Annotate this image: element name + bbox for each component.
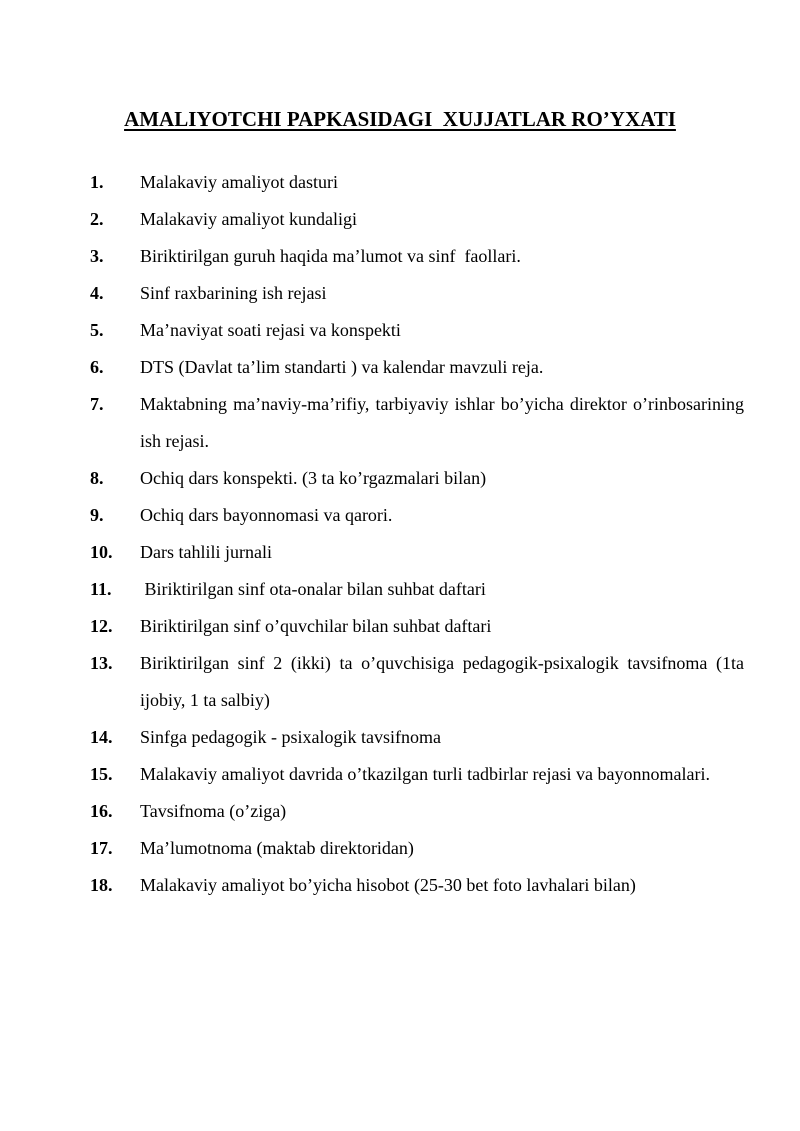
item-number: 18. bbox=[90, 875, 113, 895]
item-number: 6. bbox=[90, 357, 104, 377]
list-item bbox=[90, 719, 744, 756]
item-number: 5. bbox=[90, 320, 104, 340]
item-number: 4. bbox=[90, 283, 104, 303]
list-item bbox=[90, 645, 744, 719]
item-text: Biriktirilgan sinf o’quvchilar bilan suhbat daftari bbox=[140, 616, 492, 636]
list-item bbox=[90, 756, 744, 793]
list-item bbox=[90, 830, 744, 867]
item-number: 13. bbox=[90, 653, 113, 673]
item-number: 9. bbox=[90, 505, 104, 525]
item-text: Biriktirilgan guruh haqida ma’lumot va sinf faollari. bbox=[140, 246, 521, 266]
item-text: Malakaviy amaliyot davrida o’tkazilgan turli tadbirlar rejasi va bayonnomalari. bbox=[140, 764, 710, 784]
list-item bbox=[90, 312, 744, 349]
item-text: Biriktirilgan sinf 2 (ikki) ta o’quvchisiga pedagogik-psixalogik tavsifnoma (1ta ijobiy, 1 ta salbiy) bbox=[140, 653, 744, 710]
item-number: 8. bbox=[90, 468, 104, 488]
item-number: 12. bbox=[90, 616, 113, 636]
list-item bbox=[90, 275, 744, 312]
item-text: Malakaviy amaliyot bo’yicha hisobot (25-30 bet foto lavhalari bilan) bbox=[140, 875, 636, 895]
item-number: 1. bbox=[90, 172, 104, 192]
list-item bbox=[90, 608, 744, 645]
item-text: Sinfga pedagogik - psixalogik tavsifnoma bbox=[140, 727, 441, 747]
item-text: Maktabning ma’naviy-ma’rifiy, tarbiyaviy ishlar bo’yicha direktor o’rinbosarining ish rejasi. bbox=[140, 394, 744, 451]
list-item bbox=[90, 793, 744, 830]
document-title: AMALIYOTCHI PAPKASIDAGI XUJJATLAR RO’YXATI bbox=[124, 107, 676, 131]
item-text: Ochiq dars konspekti. (3 ta ko’rgazmalari bilan) bbox=[140, 468, 487, 488]
item-number: 16. bbox=[90, 801, 113, 821]
list-item bbox=[90, 534, 744, 571]
item-number: 7. bbox=[90, 394, 104, 414]
item-number: 15. bbox=[90, 764, 113, 784]
item-text: Tavsifnoma (o’ziga) bbox=[140, 801, 287, 821]
item-number: 10. bbox=[90, 542, 113, 562]
item-number: 11. bbox=[90, 579, 112, 599]
list-item bbox=[90, 349, 744, 386]
list-item bbox=[90, 386, 744, 460]
list-item bbox=[90, 497, 744, 534]
list-item bbox=[90, 460, 744, 497]
item-number: 2. bbox=[90, 209, 104, 229]
list-item bbox=[90, 164, 744, 201]
list-item bbox=[90, 238, 744, 275]
item-text: Malakaviy amaliyot dasturi bbox=[140, 172, 338, 192]
documents-list bbox=[90, 164, 744, 904]
item-text: DTS (Davlat ta’lim standarti ) va kalendar mavzuli reja. bbox=[140, 357, 544, 377]
item-text: Biriktirilgan sinf ota-onalar bilan suhbat daftari bbox=[140, 579, 486, 599]
list-item bbox=[90, 201, 744, 238]
item-number: 17. bbox=[90, 838, 113, 858]
item-text: Ochiq dars bayonnomasi va qarori. bbox=[140, 505, 393, 525]
item-text: Dars tahlili jurnali bbox=[140, 542, 272, 562]
item-number: 14. bbox=[90, 727, 113, 747]
item-text: Sinf raxbarining ish rejasi bbox=[140, 283, 327, 303]
list-item bbox=[90, 571, 744, 608]
item-number: 3. bbox=[90, 246, 104, 266]
item-text: Ma’naviyat soati rejasi va konspekti bbox=[140, 320, 401, 340]
item-text: Ma’lumotnoma (maktab direktoridan) bbox=[140, 838, 414, 858]
item-text: Malakaviy amaliyot kundaligi bbox=[140, 209, 357, 229]
list-item bbox=[90, 867, 744, 904]
